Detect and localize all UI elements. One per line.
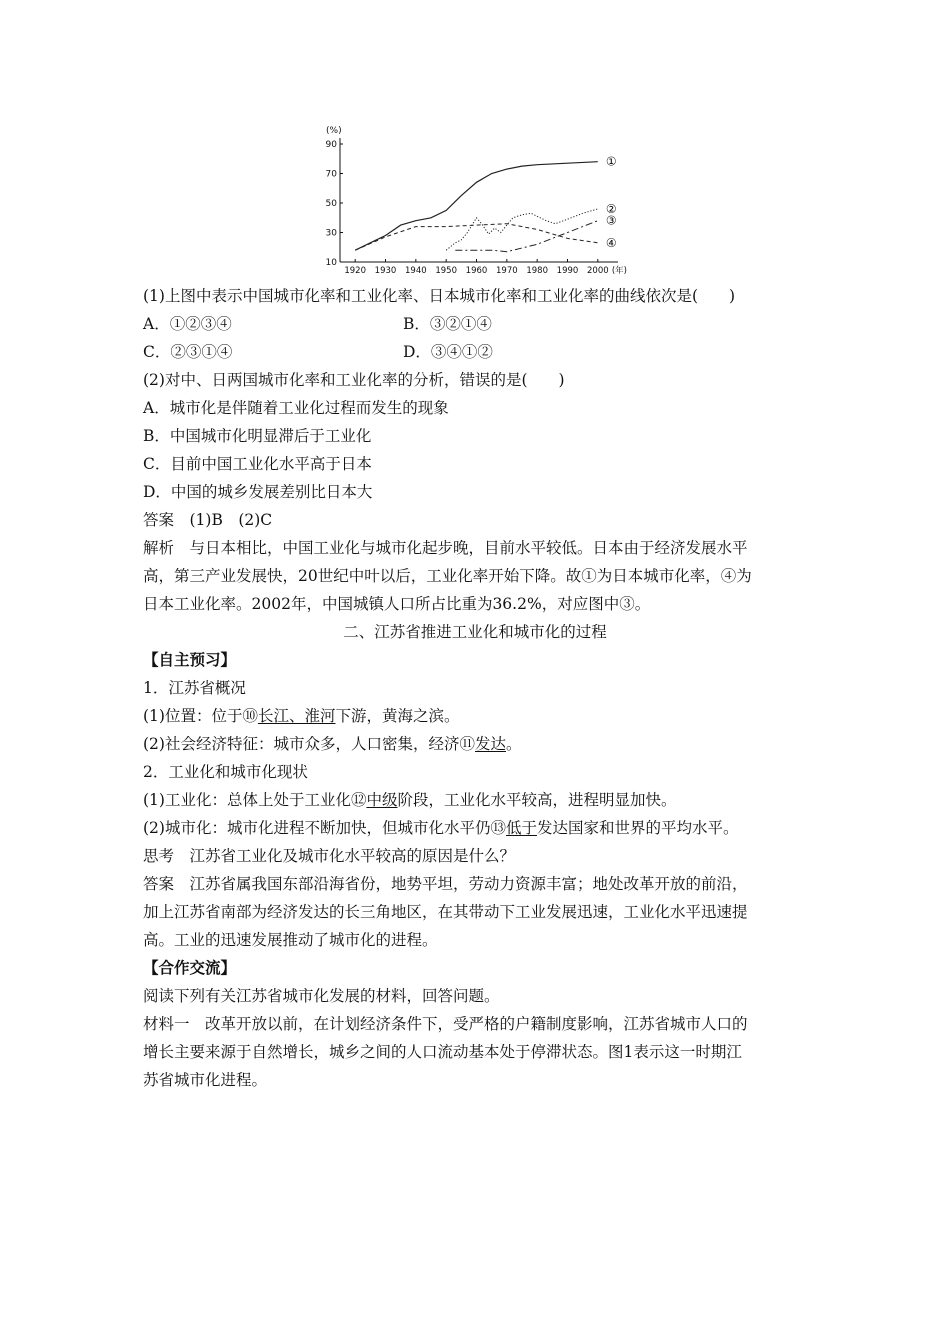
- location-tail: 下游，黄海之滨。: [335, 707, 460, 725]
- location-line: [143, 706, 460, 726]
- industrialization-blank: 中级: [366, 791, 398, 809]
- x-tick-label: 1920: [344, 266, 366, 276]
- series-label-1: ①: [605, 154, 617, 169]
- chart-ticks: [326, 140, 627, 276]
- analysis-line-1: 解析 与日本相比，中国工业化与城市化起步晚，目前水平较低。日本由于经济发展水平: [143, 539, 748, 557]
- chart-axes: [326, 126, 618, 262]
- cooperation-heading: 【合作交流】: [143, 958, 237, 977]
- industrialization-tail: 阶段，工业化水平较高，进程明显加快。: [397, 791, 677, 809]
- answer-2-line-2: 加上江苏省南部为经济发达的长三角地区，在其带动下工业发展迅速，工业化水平迅速提: [143, 903, 748, 921]
- material-1-line-2: 增长主要来源于自然增长，城乡之间的人口流动基本处于停滞状态。图1表示这一时期江: [143, 1043, 742, 1061]
- question-2-option-c: C．目前中国工业化水平高于日本: [143, 455, 372, 473]
- series-label-2: ②: [605, 201, 617, 216]
- chart-series: [355, 162, 598, 252]
- preview-heading: 【自主预习】: [143, 650, 237, 669]
- series-line-4: [355, 224, 598, 251]
- x-tick-label: 1950: [435, 266, 457, 276]
- economy-text: (2)社会经济特征：城市众多，人口密集，经济⑪: [143, 735, 475, 753]
- question-1-option-b: B．③②①④: [403, 315, 492, 333]
- analysis-line-3: 日本工业化率。2002年，中国城镇人口所占比重为36.2%，对应图中③。: [143, 595, 651, 613]
- economy-line: [143, 734, 522, 754]
- y-tick-label: 70: [325, 169, 337, 180]
- question-2-stem: (2)对中、日两国城市化率和工业化率的分析，错误的是( ): [143, 371, 565, 389]
- economy-blank: 发达: [474, 735, 506, 753]
- series-line-3: [455, 221, 598, 252]
- question-2-option-a: A．城市化是伴随着工业化过程而发生的现象: [143, 399, 449, 417]
- x-tick-label: 1970: [496, 266, 518, 276]
- answer-2-line-3: 高。工业的迅速发展推动了城市化的进程。: [143, 931, 438, 949]
- series-label-3: ③: [605, 213, 617, 228]
- material-1-line-1: 材料一 改革开放以前，在计划经济条件下，受严格的户籍制度影响，江苏省城市人口的: [143, 1015, 748, 1033]
- x-tick-label: 1990: [556, 266, 579, 276]
- location-text: (1)位置：位于⑩: [143, 707, 258, 725]
- urbanization-text: (2)城市化：城市化进程不断加快，但城市化水平仍⑬: [143, 819, 506, 837]
- question-1-option-a: A．①②③④: [143, 315, 232, 333]
- urbanization-line-chart: [318, 124, 638, 276]
- x-tick-label: 1930: [374, 266, 397, 276]
- question-1-option-c: C．②③①④: [143, 343, 233, 361]
- question-1-stem: (1)上图中表示中国城市化率和工业化率、日本城市化率和工业化率的曲线依次是( ): [143, 287, 736, 305]
- x-tick-label: 1980: [526, 266, 548, 276]
- x-tick-label: 1960: [465, 266, 488, 276]
- material-1-line-3: 苏省城市化进程。: [143, 1071, 268, 1089]
- economy-tail: 。: [505, 735, 522, 753]
- question-1-option-d: D．③④①②: [403, 343, 493, 361]
- overview-title: 1．江苏省概况: [143, 679, 246, 697]
- status-title: 2．工业化和城市化现状: [143, 763, 308, 781]
- urbanization-line: [143, 818, 739, 838]
- x-tick-label: 1940: [405, 266, 427, 276]
- x-tick-label: 2000: [587, 266, 609, 276]
- y-tick-label: 10: [325, 258, 337, 268]
- industrialization-text: (1)工业化：总体上处于工业化⑫: [143, 791, 367, 809]
- chart-series-labels: [606, 155, 617, 250]
- y-tick-label: 30: [325, 228, 337, 239]
- location-blank: 长江、淮河: [257, 707, 336, 725]
- think-question: 思考 江苏省工业化及城市化水平较高的原因是什么？: [143, 847, 516, 865]
- y-axis-unit: (%): [326, 126, 342, 136]
- industrialization-line: [143, 790, 677, 810]
- urbanization-tail: 发达国家和世界的平均水平。: [536, 819, 739, 837]
- cooperation-intro: 阅读下列有关江苏省城市化发展的材料，回答问题。: [143, 987, 500, 1005]
- section-title: 二、江苏省推进工业化和城市化的过程: [343, 623, 607, 641]
- urbanization-blank: 低于: [505, 819, 537, 837]
- answer-1: 答案 (1)B (2)C: [143, 511, 273, 529]
- y-tick-label: 50: [325, 199, 337, 209]
- analysis-line-2: 高，第三产业发展快，20世纪中叶以后，工业化率开始下降。故①为日本城市化率，④为: [143, 567, 752, 585]
- question-2-option-d: D．中国的城乡发展差别比日本大: [143, 483, 373, 501]
- x-axis-unit: (年): [611, 266, 627, 276]
- answer-2-line-1: 答案 江苏省属我国东部沿海省份，地势平坦，劳动力资源丰富；地处改革开放的前沿，: [143, 875, 748, 893]
- question-2-option-b: B．中国城市化明显滞后于工业化: [143, 427, 372, 445]
- series-label-4: ④: [605, 235, 617, 250]
- y-tick-label: 90: [325, 140, 337, 150]
